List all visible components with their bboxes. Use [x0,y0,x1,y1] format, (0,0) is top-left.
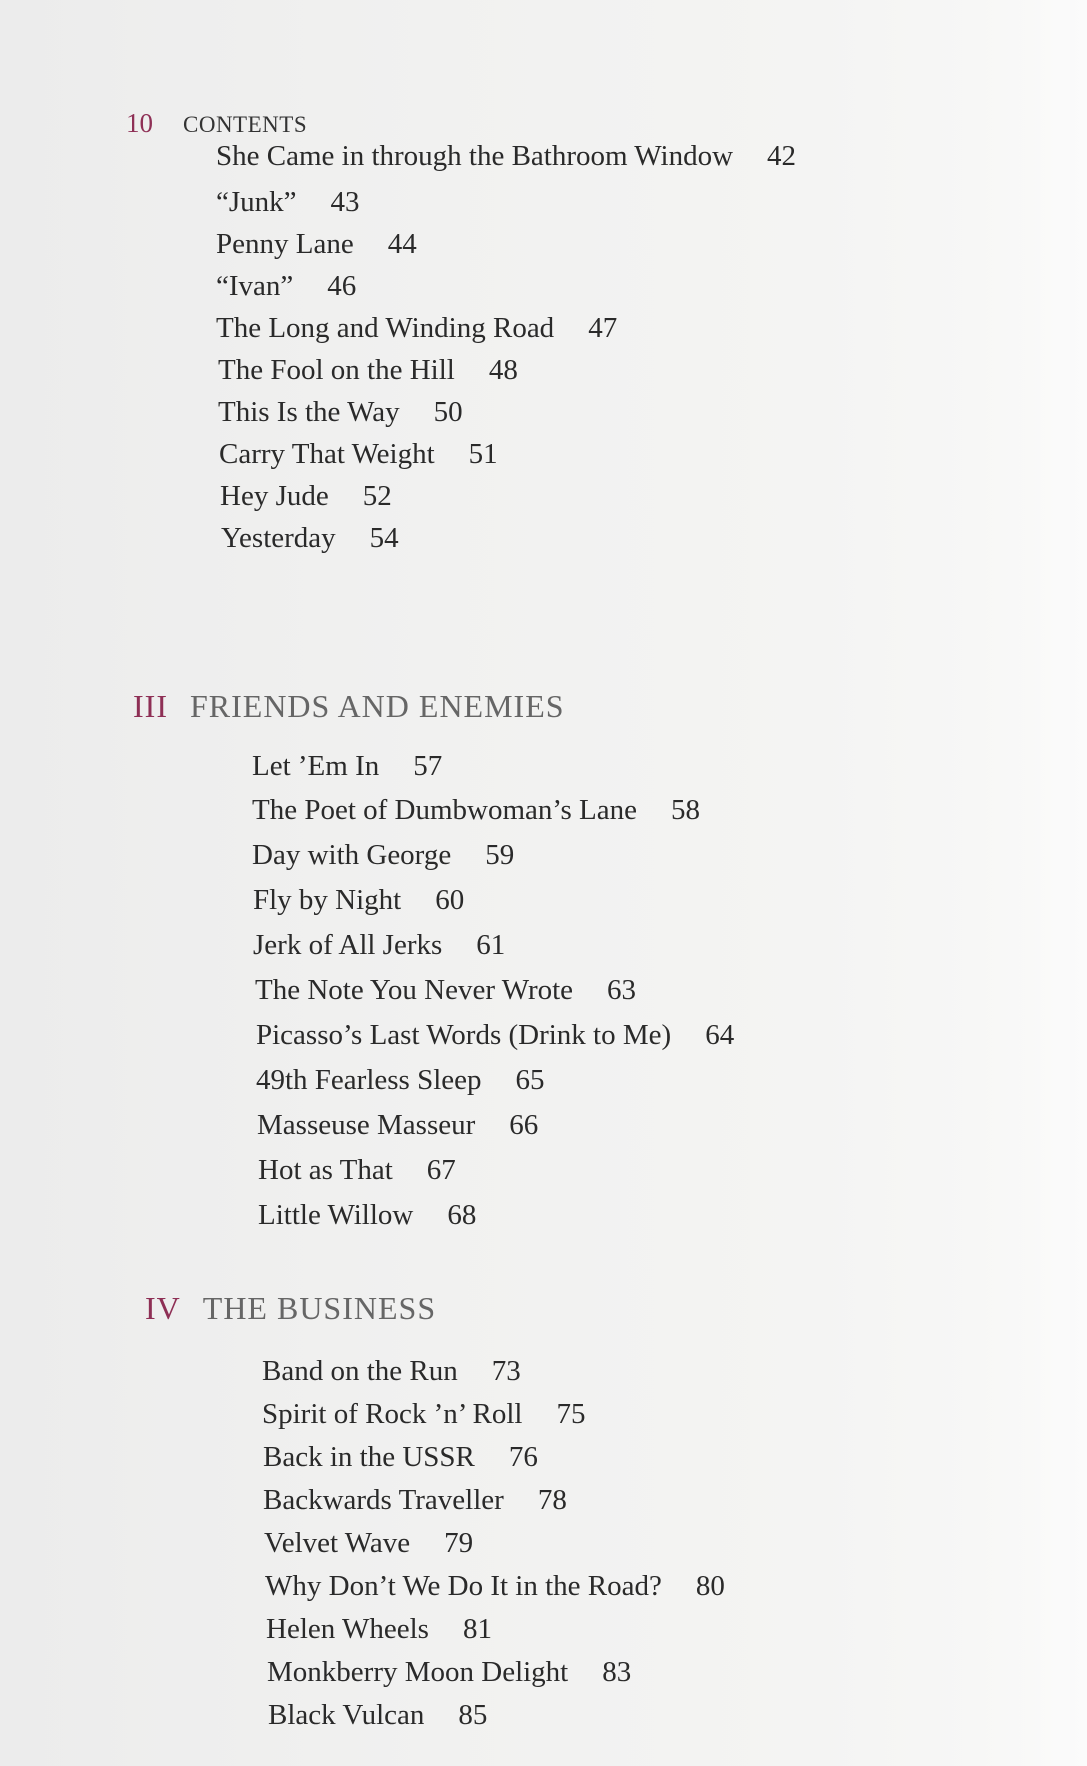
toc-entry-title: Back in the USSR [263,1441,475,1473]
toc-entry[interactable] [216,228,417,261]
toc-entry-page: 68 [447,1199,477,1231]
toc-entry-page: 54 [369,522,399,554]
page-header [126,108,307,139]
toc-entry-page: 80 [695,1570,725,1602]
toc-entry-title: Helen Wheels [266,1613,429,1645]
section-title: FRIENDS AND ENEMIES [189,688,565,724]
page-number: 10 [126,108,153,138]
toc-entry-page: 76 [508,1441,538,1473]
toc-entry-page: 73 [491,1355,521,1387]
toc-entry-page: 65 [515,1064,545,1096]
toc-entry-title: “Ivan” [216,270,294,302]
toc-entry-title: Penny Lane [216,228,354,260]
toc-entry[interactable] [216,140,796,173]
toc-entry[interactable] [253,884,464,917]
toc-entry[interactable] [258,1154,456,1187]
toc-entry-title: Let ’Em In [252,750,380,782]
toc-entry[interactable] [221,522,399,555]
toc-entry-title: Spirit of Rock ’n’ Roll [262,1398,523,1430]
toc-entry[interactable] [265,1570,725,1603]
toc-entry-page: 48 [488,354,518,386]
toc-entry-title: Little Willow [258,1199,414,1231]
toc-entry[interactable] [252,794,700,827]
toc-entry-page: 81 [462,1613,492,1645]
toc-entry-title: This Is the Way [218,396,400,428]
toc-entry[interactable] [264,1527,473,1560]
toc-entry-title: Black Vulcan [268,1699,425,1731]
toc-entry-title: Hey Jude [220,480,329,512]
toc-entry-title: Band on the Run [262,1355,458,1387]
toc-entry-title: Monkberry Moon Delight [267,1656,569,1688]
section-numeral: IV [145,1290,181,1326]
toc-entry[interactable] [216,186,360,219]
toc-entry-page: 64 [705,1019,735,1051]
toc-entry-title: The Poet of Dumbwoman’s Lane [252,794,637,826]
toc-entry-page: 78 [537,1484,567,1516]
toc-entry-page: 44 [387,228,417,260]
toc-entry[interactable] [258,1199,476,1232]
toc-entry[interactable] [219,438,498,471]
toc-entry[interactable] [255,974,636,1007]
toc-entry-page: 50 [433,396,463,428]
toc-entry-page: 43 [330,186,360,218]
toc-entry[interactable] [266,1613,492,1646]
toc-entry[interactable] [216,270,356,303]
toc-entry-page: 75 [556,1398,586,1430]
section-heading[interactable] [145,1290,436,1327]
toc-entry-page: 83 [602,1656,632,1688]
toc-entry-page: 63 [607,974,637,1006]
toc-entry-title: Velvet Wave [264,1527,411,1559]
toc-entry-title: 49th Fearless Sleep [256,1064,482,1096]
toc-entry[interactable] [256,1064,545,1097]
toc-entry[interactable] [263,1484,567,1517]
toc-entry-title: She Came in through the Bathroom Window [216,140,734,172]
toc-entry-title: Backwards Traveller [263,1484,504,1516]
toc-entry-title: Day with George [252,839,452,871]
toc-entry-page: 60 [435,884,465,916]
toc-entry-page: 61 [476,929,506,961]
toc-entry-title: Yesterday [221,522,336,554]
toc-entry-page: 46 [327,270,357,302]
toc-entry-page: 59 [485,839,515,871]
toc-entry-title: Why Don’t We Do It in the Road? [265,1570,662,1602]
toc-entry[interactable] [218,396,463,429]
toc-entry-title: Picasso’s Last Words (Drink to Me) [256,1019,672,1051]
toc-entry[interactable] [263,1441,538,1474]
toc-entry[interactable] [253,929,505,962]
toc-entry-title: Masseuse Masseur [257,1109,476,1141]
section-heading[interactable] [133,688,565,725]
toc-entry-title: Jerk of All Jerks [253,929,443,961]
toc-entry-title: Carry That Weight [219,438,435,470]
toc-entry-page: 57 [413,750,443,782]
toc-entry-page: 42 [767,140,797,172]
toc-entry[interactable] [262,1355,521,1388]
toc-entry-title: Hot as That [258,1154,393,1186]
toc-entry[interactable] [252,839,514,872]
toc-entry-page: 79 [444,1527,474,1559]
toc-entry-page: 47 [588,312,618,344]
toc-entry-title: The Fool on the Hill [218,354,455,386]
toc-entry[interactable] [257,1109,538,1142]
toc-entry[interactable] [268,1699,487,1732]
toc-entry[interactable] [218,354,518,387]
running-head: CONTENTS [183,112,308,137]
toc-entry-title: Fly by Night [253,884,402,916]
toc-entry[interactable] [216,312,617,345]
toc-entry[interactable] [267,1656,631,1689]
toc-entry[interactable] [252,750,442,783]
toc-entry-page: 67 [426,1154,456,1186]
toc-entry-title: The Long and Winding Road [216,312,555,344]
toc-entry-title: “Junk” [216,186,297,218]
toc-entry-page: 51 [468,438,498,470]
toc-entry-page: 52 [362,480,392,512]
section-numeral: III [133,688,168,724]
toc-entry-page: 58 [670,794,700,826]
toc-entry[interactable] [220,480,392,513]
section-title: THE BUSINESS [202,1290,437,1326]
toc-entry[interactable] [256,1019,734,1052]
toc-entry-title: The Note You Never Wrote [255,974,574,1006]
toc-entry-page: 66 [509,1109,539,1141]
toc-entry-page: 85 [458,1699,488,1731]
toc-entry[interactable] [262,1398,585,1431]
